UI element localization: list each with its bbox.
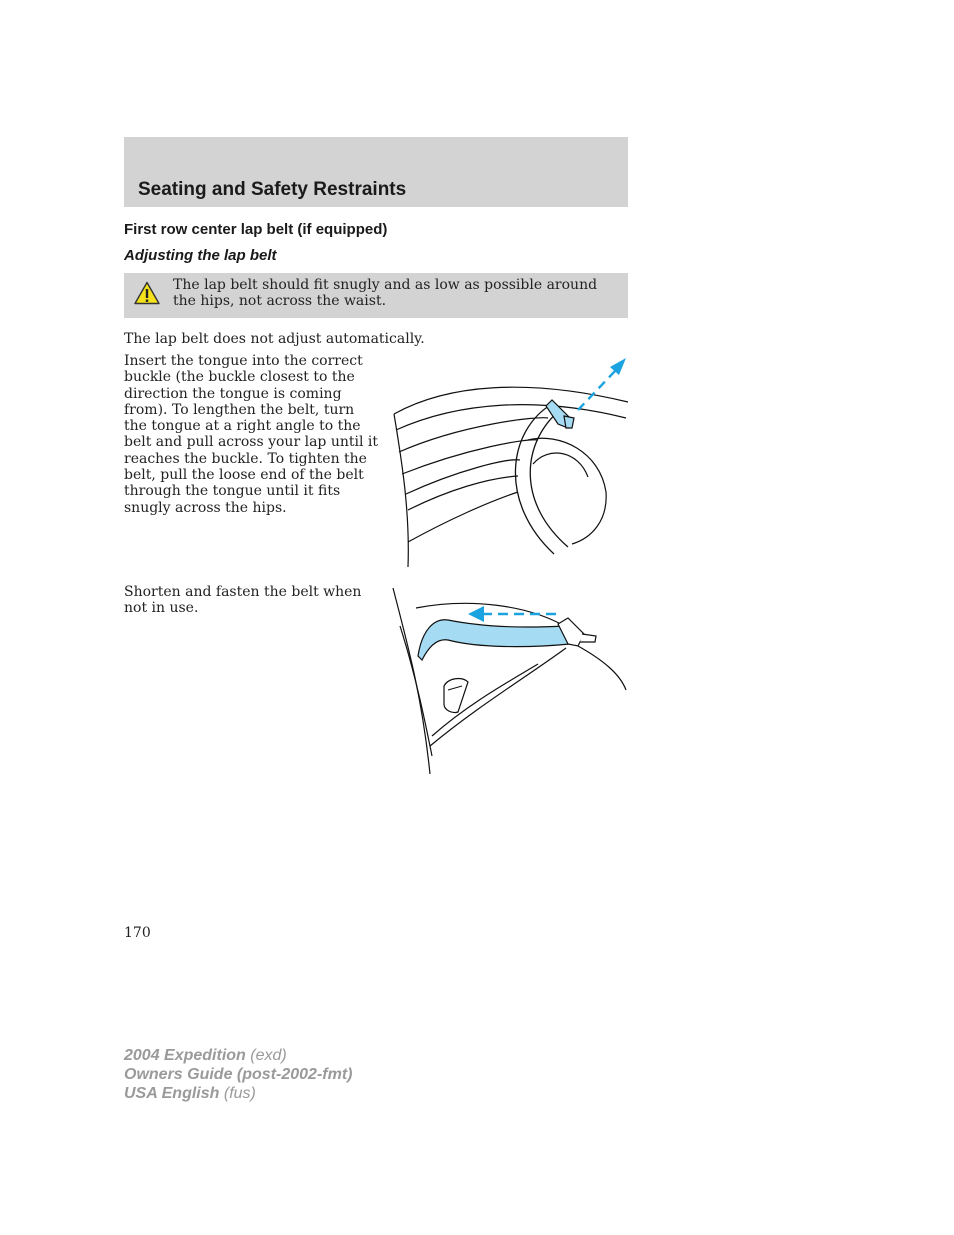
lap-belt-webbing [515,404,568,554]
page-number: 170 [124,925,151,941]
shorten-direction-arrow [468,606,556,622]
footer-model-code: (exd) [250,1047,287,1064]
section-title: Seating and Safety Restraints [138,179,407,200]
pull-direction-arrow [578,358,626,410]
shortened-belt [418,620,570,660]
footer-line-1 [124,1046,352,1065]
warning-text: The lap belt should fit snugly and as low as possible around the hips, not across the waist. [173,277,598,309]
document-footer [124,1046,352,1103]
seat-back-outline [394,387,628,567]
warning-triangle-icon [134,281,160,305]
section-header-band [124,137,628,207]
footer-line-2 [124,1065,352,1084]
paragraph-insert-tongue: Insert the tongue into the correct buckle (the buckle closest to the direction the tongue is coming from). To lengthen the belt, turn the tongue at a right angle to the belt and pull across your lap until it reaches the buckle. To tighten the belt, pull the loose end of the belt through the tongue until it fits snugly across the hips. [124,353,378,516]
lap-belt-lengthen-illustration [388,352,634,572]
paragraph-auto-adjust: The lap belt does not adjust automatically. [124,331,425,347]
footer-language: USA English [124,1085,220,1102]
footer-line-3 [124,1084,352,1103]
buckle [444,679,468,713]
footer-model: 2004 Expedition [124,1047,246,1064]
footer-guide: Owners Guide (post-2002-fmt) [124,1066,353,1083]
footer-language-code: (fus) [223,1085,256,1102]
paragraph-shorten-fasten: Shorten and fasten the belt when not in use. [124,584,362,617]
content-subheading: Adjusting the lap belt [124,247,277,264]
belt-tongue [546,400,574,428]
seat-outline [393,588,626,774]
lap-belt-shorten-illustration [388,586,634,776]
content-heading: First row center lap belt (if equipped) [124,221,388,238]
seat-cushion-outline [528,438,606,544]
warning-box [124,273,628,318]
